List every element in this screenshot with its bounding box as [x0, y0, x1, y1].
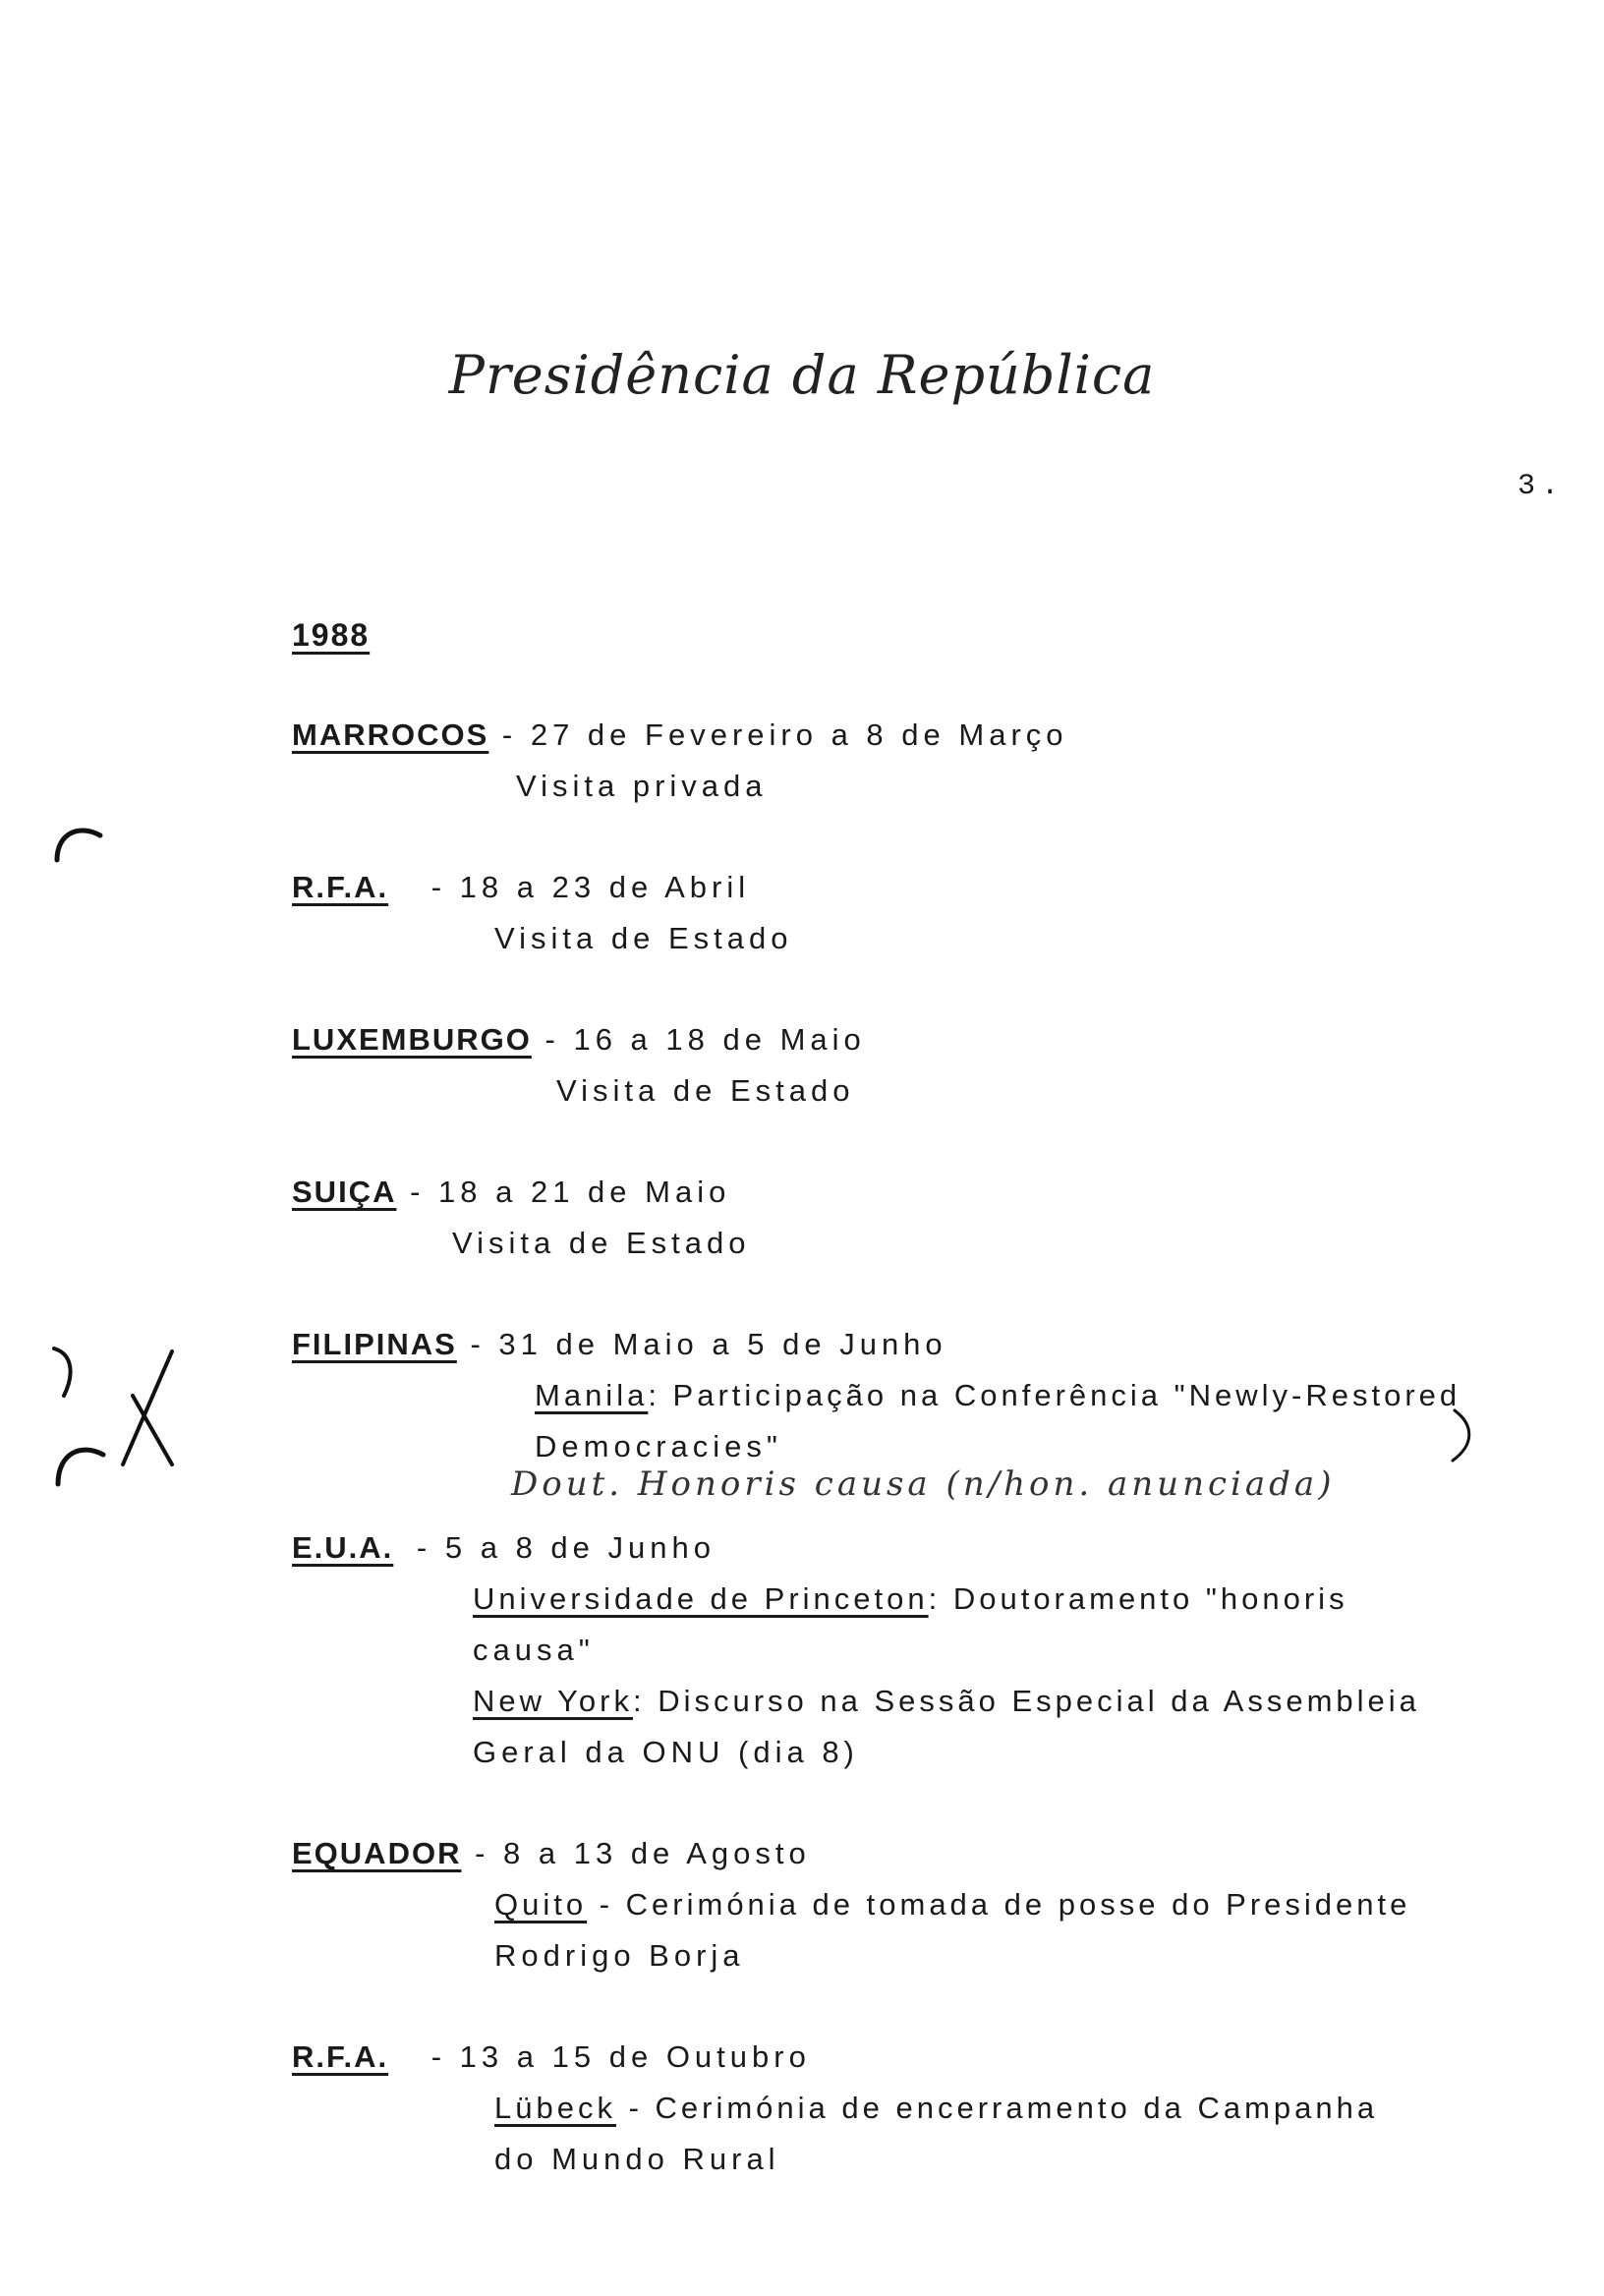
page-number: 3.: [1517, 470, 1565, 503]
entry-equador-header: [292, 1834, 811, 1873]
visit-detail: Quito - Cerimónia de tomada de posse do Presidente: [494, 1887, 1411, 1922]
country-name: EQUADOR: [292, 1836, 462, 1870]
place-name: Manila: [535, 1378, 649, 1412]
entry-luxemburgo-header: [292, 1020, 866, 1060]
visit-dates: - 8 a 13 de Agosto: [475, 1836, 811, 1870]
letterhead: Presidência da República: [448, 344, 1156, 406]
visit-detail: Visita de Estado: [494, 921, 793, 955]
entry-marrocos-header: [292, 716, 1068, 755]
visit-detail-continued: Geral da ONU (dia 8): [473, 1735, 859, 1769]
visit-detail: New York: Discurso na Sessão Especial da Assembleia: [473, 1684, 1420, 1718]
margin-arc-mark: [49, 816, 108, 865]
visit-dates: - 13 a 15 de Outubro: [430, 2039, 811, 2074]
entry-rfa-october-header: [292, 2038, 811, 2077]
place-name: Quito: [494, 1887, 588, 1922]
visit-detail: Universidade de Princeton: Doutoramento "honoris: [473, 1581, 1348, 1616]
visit-dates: - 16 a 18 de Maio: [544, 1022, 866, 1057]
country-name: R.F.A.: [292, 2039, 389, 2074]
country-name: MARROCOS: [292, 718, 489, 752]
visit-dates: - 18 a 21 de Maio: [410, 1175, 731, 1209]
entry-rfa-april-header: [292, 868, 750, 907]
place-name: Lübeck: [494, 2091, 616, 2125]
visit-dates: - 27 de Fevereiro a 8 de Março: [501, 718, 1068, 752]
visit-detail: Visita de Estado: [556, 1073, 855, 1108]
handwritten-annotation: Dout. Honoris causa (n/hon. anunciada): [511, 1464, 1336, 1504]
visit-dates: - 31 de Maio a 5 de Junho: [470, 1327, 947, 1361]
entry-suica-header: [292, 1173, 730, 1212]
closing-parenthesis-mark: [1435, 1406, 1494, 1464]
visit-dates: - 5 a 8 de Junho: [416, 1530, 716, 1565]
country-name: FILIPINAS: [292, 1327, 457, 1361]
visit-detail-continued: causa": [473, 1633, 595, 1667]
country-name: LUXEMBURGO: [292, 1022, 532, 1057]
visit-detail: Manila: Participação na Conferência "Newly-Restored: [535, 1378, 1461, 1412]
visit-detail: Visita privada: [516, 769, 768, 803]
visit-detail: Visita de Estado: [452, 1226, 751, 1260]
country-name: SUIÇA: [292, 1175, 397, 1209]
country-name: R.F.A.: [292, 870, 389, 904]
visit-detail-continued: do Mundo Rural: [494, 2142, 780, 2176]
place-name: Universidade de Princeton: [473, 1581, 929, 1616]
entry-eua-header: [292, 1528, 716, 1568]
country-name: E.U.A.: [292, 1530, 394, 1565]
visit-dates: - 18 a 23 de Abril: [430, 870, 751, 904]
margin-x-mark: [44, 1337, 201, 1504]
visit-detail-continued: Democracies": [535, 1429, 782, 1464]
visit-detail: Lübeck - Cerimónia de encerramento da Campanha: [494, 2091, 1379, 2125]
entry-filipinas-header: [292, 1325, 947, 1364]
place-name: New York: [473, 1684, 633, 1718]
year-heading: 1988: [292, 617, 371, 653]
visit-detail-continued: Rodrigo Borja: [494, 1938, 745, 1973]
